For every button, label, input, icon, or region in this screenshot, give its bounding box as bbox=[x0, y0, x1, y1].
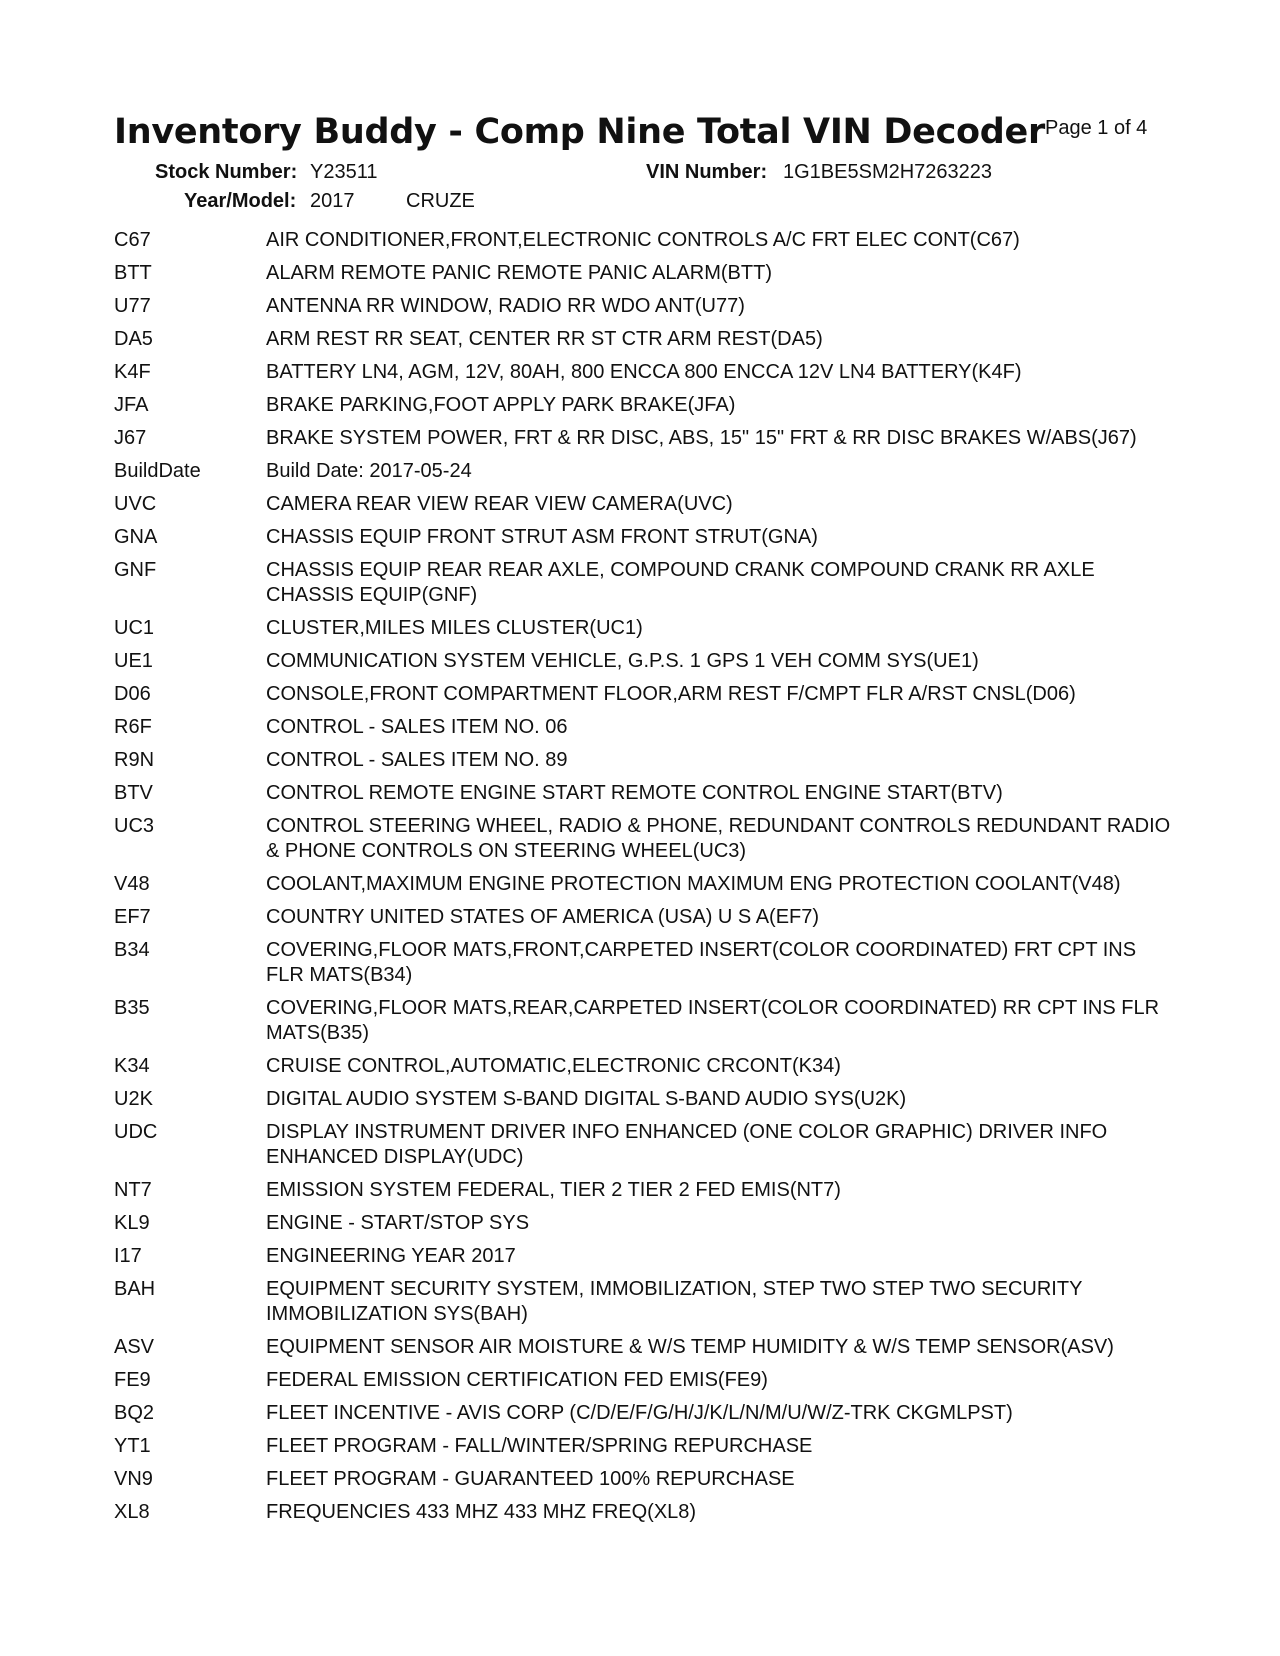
option-description: DISPLAY INSTRUMENT DRIVER INFO ENHANCED (ONE COLOR GRAPHIC) DRIVER INFO ENHANCED DISPLAY(UDC) bbox=[266, 1121, 1108, 1168]
option-code: C67 bbox=[114, 229, 151, 251]
option-code: YT1 bbox=[114, 1435, 151, 1457]
list-item bbox=[114, 492, 1174, 517]
list-item bbox=[114, 1054, 1174, 1079]
option-code: GNA bbox=[114, 526, 158, 548]
list-item bbox=[114, 393, 1174, 418]
list-item bbox=[114, 1401, 1174, 1426]
option-code: UC3 bbox=[114, 815, 155, 837]
list-item bbox=[114, 938, 1174, 988]
option-description: ARM REST RR SEAT, CENTER RR ST CTR ARM REST(DA5) bbox=[266, 328, 823, 350]
option-description: EQUIPMENT SENSOR AIR MOISTURE & W/S TEMP HUMIDITY & W/S TEMP SENSOR(ASV) bbox=[266, 1336, 1114, 1358]
option-code: FE9 bbox=[114, 1369, 151, 1391]
list-item bbox=[114, 682, 1174, 707]
option-code: R6F bbox=[114, 716, 152, 738]
option-description: CONTROL - SALES ITEM NO. 89 bbox=[266, 749, 568, 771]
option-description: EMISSION SYSTEM FEDERAL, TIER 2 TIER 2 FED EMIS(NT7) bbox=[266, 1179, 841, 1201]
stock-number-value: Y23511 bbox=[310, 161, 378, 183]
option-description: COUNTRY UNITED STATES OF AMERICA (USA) U S A(EF7) bbox=[266, 906, 820, 928]
list-item bbox=[114, 1335, 1174, 1360]
option-description: CAMERA REAR VIEW REAR VIEW CAMERA(UVC) bbox=[266, 493, 733, 515]
option-description: CONTROL REMOTE ENGINE START REMOTE CONTROL ENGINE START(BTV) bbox=[266, 782, 1003, 804]
list-item bbox=[114, 294, 1174, 319]
option-code: UDC bbox=[114, 1121, 158, 1143]
option-description: ENGINEERING YEAR 2017 bbox=[266, 1245, 516, 1267]
option-code: BQ2 bbox=[114, 1402, 155, 1424]
option-code: K34 bbox=[114, 1055, 150, 1077]
option-code: V48 bbox=[114, 873, 150, 895]
option-description: Build Date: 2017-05-24 bbox=[266, 460, 472, 482]
option-code: BTV bbox=[114, 782, 153, 804]
option-code: K4F bbox=[114, 361, 151, 383]
list-item bbox=[114, 1434, 1174, 1459]
model-value: CRUZE bbox=[406, 190, 475, 212]
option-code: ASV bbox=[114, 1336, 155, 1358]
option-code: NT7 bbox=[114, 1179, 152, 1201]
list-item bbox=[114, 426, 1174, 451]
list-item bbox=[114, 715, 1174, 740]
option-description: COVERING,FLOOR MATS,FRONT,CARPETED INSERT(COLOR COORDINATED) FRT CPT INS FLR MATS(B34) bbox=[266, 939, 1137, 986]
list-item bbox=[114, 525, 1174, 550]
option-code: U77 bbox=[114, 295, 151, 317]
option-code: XL8 bbox=[114, 1501, 150, 1523]
option-code: DA5 bbox=[114, 328, 153, 350]
option-description: DIGITAL AUDIO SYSTEM S-BAND DIGITAL S-BAND AUDIO SYS(U2K) bbox=[266, 1088, 907, 1110]
list-item bbox=[114, 1120, 1174, 1170]
list-item bbox=[114, 1087, 1174, 1112]
option-code: J67 bbox=[114, 427, 147, 449]
list-item bbox=[114, 360, 1174, 385]
option-code: KL9 bbox=[114, 1212, 150, 1234]
list-item bbox=[114, 1368, 1174, 1393]
option-description: ANTENNA RR WINDOW, RADIO RR WDO ANT(U77) bbox=[266, 295, 745, 317]
page-title: Inventory Buddy - Comp Nine Total VIN Decoder bbox=[114, 112, 1045, 152]
list-item bbox=[114, 459, 1174, 484]
list-item bbox=[114, 781, 1174, 806]
option-description: FEDERAL EMISSION CERTIFICATION FED EMIS(FE9) bbox=[266, 1369, 768, 1391]
option-code: GNF bbox=[114, 559, 157, 581]
list-item bbox=[114, 872, 1174, 897]
list-item bbox=[114, 228, 1174, 253]
option-description: EQUIPMENT SECURITY SYSTEM, IMMOBILIZATION, STEP TWO STEP TWO SECURITY IMMOBILIZATION SYS(BAH) bbox=[266, 1278, 1083, 1325]
list-item bbox=[114, 814, 1174, 864]
list-item bbox=[114, 1244, 1174, 1269]
stock-number-label: Stock Number: bbox=[155, 161, 298, 183]
option-code: B35 bbox=[114, 997, 150, 1019]
list-item bbox=[114, 1500, 1174, 1525]
option-description: COVERING,FLOOR MATS,REAR,CARPETED INSERT(COLOR COORDINATED) RR CPT INS FLR MATS(B35) bbox=[266, 997, 1160, 1044]
list-item bbox=[114, 1178, 1174, 1203]
option-description: CONTROL STEERING WHEEL, RADIO & PHONE, REDUNDANT CONTROLS REDUNDANT RADIO & PHONE CONTROLS ON STEERING WHEEL(UC3) bbox=[266, 815, 1171, 862]
option-description: COOLANT,MAXIMUM ENGINE PROTECTION MAXIMUM ENG PROTECTION COOLANT(V48) bbox=[266, 873, 1121, 895]
option-code: UC1 bbox=[114, 617, 155, 639]
option-code: UVC bbox=[114, 493, 157, 515]
option-description: BRAKE PARKING,FOOT APPLY PARK BRAKE(JFA) bbox=[266, 394, 736, 416]
list-item bbox=[114, 1277, 1174, 1327]
list-item bbox=[114, 327, 1174, 352]
option-description: CLUSTER,MILES MILES CLUSTER(UC1) bbox=[266, 617, 643, 639]
option-code: UE1 bbox=[114, 650, 153, 672]
option-description: COMMUNICATION SYSTEM VEHICLE, G.P.S. 1 GPS 1 VEH COMM SYS(UE1) bbox=[266, 650, 979, 672]
option-code-list bbox=[114, 228, 1174, 1533]
option-code: B34 bbox=[114, 939, 150, 961]
page-number: Page 1 of 4 bbox=[1045, 117, 1148, 139]
option-description: CRUISE CONTROL,AUTOMATIC,ELECTRONIC CRCONT(K34) bbox=[266, 1055, 841, 1077]
option-code: EF7 bbox=[114, 906, 151, 928]
option-description: FLEET PROGRAM - GUARANTEED 100% REPURCHASE bbox=[266, 1468, 795, 1490]
option-code: BuildDate bbox=[114, 460, 201, 482]
option-code: D06 bbox=[114, 683, 151, 705]
option-description: CONSOLE,FRONT COMPARTMENT FLOOR,ARM REST F/CMPT FLR A/RST CNSL(D06) bbox=[266, 683, 1076, 705]
option-code: BTT bbox=[114, 262, 152, 284]
option-description: AIR CONDITIONER,FRONT,ELECTRONIC CONTROLS A/C FRT ELEC CONT(C67) bbox=[266, 229, 1020, 251]
list-item bbox=[114, 261, 1174, 286]
option-description: FREQUENCIES 433 MHZ 433 MHZ FREQ(XL8) bbox=[266, 1501, 697, 1523]
list-item bbox=[114, 748, 1174, 773]
list-item bbox=[114, 905, 1174, 930]
option-description: FLEET PROGRAM - FALL/WINTER/SPRING REPURCHASE bbox=[266, 1435, 813, 1457]
option-code: U2K bbox=[114, 1088, 153, 1110]
option-description: CONTROL - SALES ITEM NO. 06 bbox=[266, 716, 568, 738]
option-description: ALARM REMOTE PANIC REMOTE PANIC ALARM(BTT) bbox=[266, 262, 772, 284]
option-code: R9N bbox=[114, 749, 155, 771]
option-code: BAH bbox=[114, 1278, 156, 1300]
vin-number-value: 1G1BE5SM2H7263223 bbox=[783, 161, 993, 183]
list-item bbox=[114, 1467, 1174, 1492]
option-description: CHASSIS EQUIP FRONT STRUT ASM FRONT STRUT(GNA) bbox=[266, 526, 818, 548]
option-description: CHASSIS EQUIP REAR REAR AXLE, COMPOUND CRANK COMPOUND CRANK RR AXLE CHASSIS EQUIP(GNF) bbox=[266, 559, 1095, 606]
vin-number-label: VIN Number: bbox=[646, 161, 768, 183]
option-code: JFA bbox=[114, 394, 149, 416]
option-description: ENGINE - START/STOP SYS bbox=[266, 1212, 530, 1234]
list-item bbox=[114, 616, 1174, 641]
list-item bbox=[114, 996, 1174, 1046]
option-description: FLEET INCENTIVE - AVIS CORP (C/D/E/F/G/H/J/K/L/N/M/U/W/Z-TRK CKGMLPST) bbox=[266, 1402, 1013, 1424]
option-code: VN9 bbox=[114, 1468, 153, 1490]
option-code: I17 bbox=[114, 1245, 142, 1267]
list-item bbox=[114, 649, 1174, 674]
list-item bbox=[114, 558, 1174, 608]
year-value: 2017 bbox=[310, 190, 355, 212]
year-model-label: Year/Model: bbox=[184, 190, 297, 212]
list-item bbox=[114, 1211, 1174, 1236]
option-description: BATTERY LN4, AGM, 12V, 80AH, 800 ENCCA 800 ENCCA 12V LN4 BATTERY(K4F) bbox=[266, 361, 1022, 383]
option-description: BRAKE SYSTEM POWER, FRT & RR DISC, ABS, 15" 15" FRT & RR DISC BRAKES W/ABS(J67) bbox=[266, 427, 1137, 449]
